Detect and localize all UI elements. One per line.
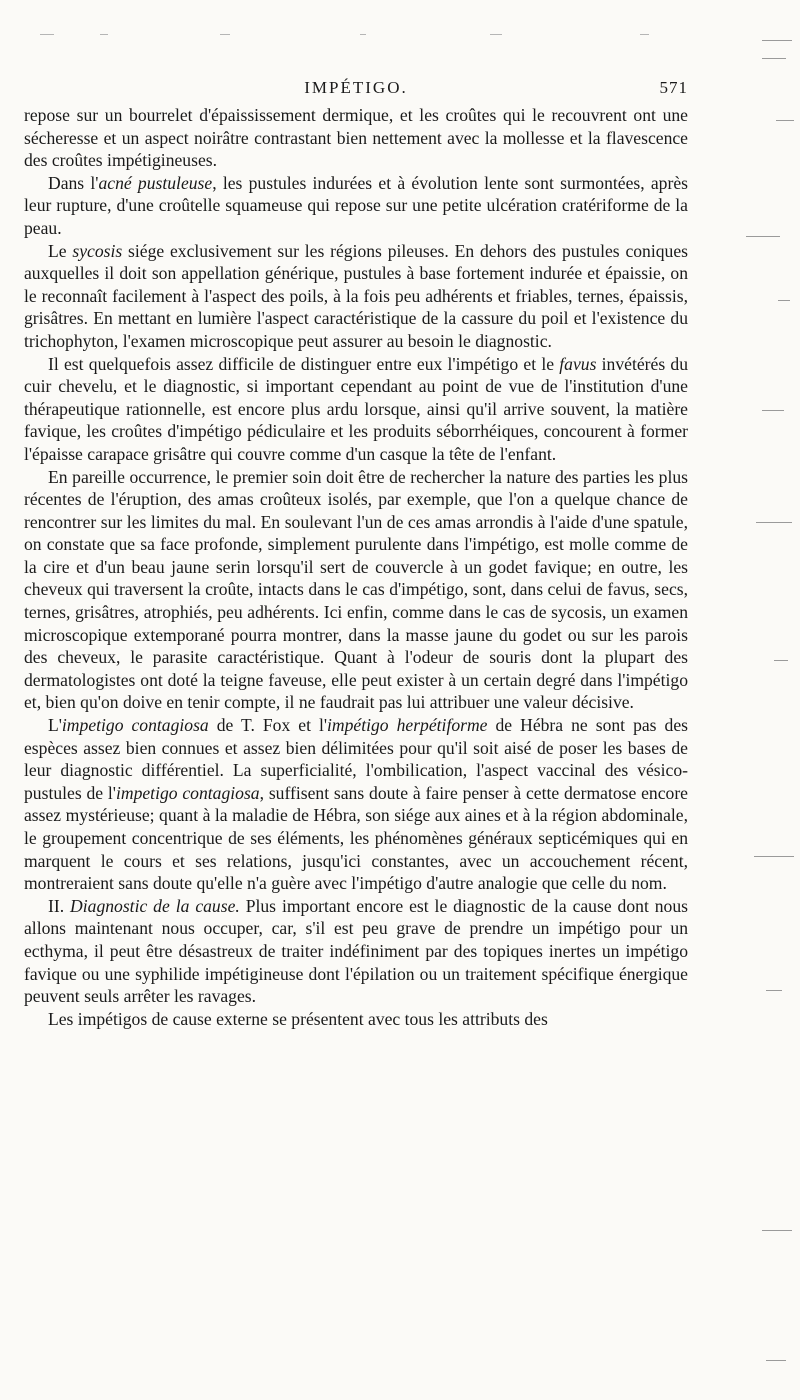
scan-artifact-margin bbox=[730, 0, 800, 1400]
paragraph bbox=[24, 240, 688, 353]
text-run: Le bbox=[48, 240, 73, 261]
paragraph bbox=[24, 466, 688, 715]
paragraph bbox=[24, 172, 688, 240]
text-run: repose sur un bourrelet d'épaississement dermique, et les croûtes qui le recouvrent ont une sécheresse et un aspect noirâtre contrastant bien nettement avec la mollesse et la flavescence des croûtes impétigineuses. bbox=[24, 105, 688, 171]
text-run: de Hébra ne sont pas des espèces assez bien connues et assez bien délimitées pour qu'il soit aisé de poser les bases de leur diagnostic différentiel. La superficialité, l'ombilication, l'aspect vaccinal des vésico-pustules de l' bbox=[24, 715, 688, 803]
scan-artifact-top bbox=[40, 30, 700, 42]
italic-term: Diagnostic de la cause. bbox=[70, 895, 240, 916]
paragraph bbox=[24, 895, 688, 1008]
italic-term: impetigo contagiosa bbox=[115, 782, 260, 803]
running-head bbox=[24, 78, 688, 104]
paragraph bbox=[24, 104, 688, 172]
text-run: Plus important encore est le diagnostic de la cause dont nous allons maintenant nous occuper, car, s'il est peu grave de prendre un impétigo pour un ecthyma, il peut être désastreux de traiter indéfiniment par des topiques inertes un impétigo favique ou une syphilide impétigineuse dont l'épilation ou un traitement spécifique énergique peuvent seuls arrêter les ravages. bbox=[24, 895, 689, 1007]
italic-term: impetigo contagiosa bbox=[61, 715, 209, 736]
italic-term: acné pustuleuse bbox=[98, 172, 213, 193]
italic-term: favus bbox=[559, 353, 597, 374]
text-run: , suffisent sans doute à faire penser à cette dermatose encore assez mystérieuse; quant à la maladie de Hébra, son siége aux aines et à la région abdominale, le groupement concentrique de ses éléments, les phénomènes généraux septicémiques qui en marquent le cours et ses relations, jusqu'ici constantes, avec un accouchement récent, montreraient sans doute qu'elle n'a guère avec l'impétigo d'autre analogie que celle du nom. bbox=[24, 782, 688, 894]
italic-term: sycosis bbox=[72, 240, 123, 261]
text-run: L' bbox=[48, 715, 62, 736]
text-run: Dans l' bbox=[48, 172, 99, 193]
text-run: En pareille occurrence, le premier soin doit être de rechercher la nature des parties les plus récentes de l'éruption, des amas croûteux isolés, par exemple, que l'on a quelque chance de rencontrer sur les limites du mal. En soulevant l'un de ces amas arrondis à l'aide d'une spatule, on constate que sa face profonde, simplement purulente dans l'impétigo, est molle comme de la cire et d'un beau jaune serin lorsqu'il sert de couvercle à un godet favique; en outre, les cheveux qui traversent la croûte, intacts dans le cas d'impétigo, sont, dans celui de favus, secs, ternes, grisâtres, atrophiés, peu adhérents. Ici enfin, comme dans le cas de sycosis, un examen microscopique extemporané pourra montrer, dans la masse jaune du godet ou sur les parois des cheveux, le parasite caractéristique. Quant à l'odeur de souris dont la plupart des dermatologistes ont doté la teigne faveuse, elle peut exister à un certain degré dans l'impétigo et, bien qu'on doive en tenir compte, il ne faudrait pas lui attribuer une valeur décisive. bbox=[24, 466, 688, 713]
page-title: IMPÉTIGO. bbox=[304, 78, 408, 97]
italic-term: impétigo herpétiforme bbox=[327, 715, 488, 736]
text-run: II. bbox=[48, 895, 71, 916]
text-run: , les pustules indurées et à évolution lente sont surmontées, après leur rupture, d'une croûtelle squameuse qui repose sur une petite ulcération cratériforme de la peau. bbox=[24, 172, 688, 238]
page-body bbox=[24, 104, 688, 1030]
text-run: siége exclusivement sur les régions pileuses. En dehors des pustules coniques auxquelles il doit son appellation générique, pustules à base fortement indurée et épaissie, on le reconnaît facilement à l'aspect des poils, à la fois peu adhérents et friables, ternes, épaissis, grisâtres. En mettant en lumière l'aspect caractéristique de la cassure du poil et l'existence du trichophyton, l'examen microscopique peut assurer au besoin le diagnostic. bbox=[24, 240, 688, 351]
book-page bbox=[24, 78, 688, 1030]
text-run: de T. Fox et l' bbox=[208, 715, 328, 736]
paragraph bbox=[24, 714, 688, 895]
text-run: Il est quelquefois assez difficile de distinguer entre eux l'impétigo et le bbox=[48, 353, 560, 374]
text-run: Les impétigos de cause externe se présentent avec tous les attributs des bbox=[48, 1008, 548, 1029]
page-number: 571 bbox=[659, 78, 688, 97]
text-run: invétérés du cuir chevelu, et le diagnostic, si important cependant au point de vue de l'institution d'une thérapeutique rationnelle, est encore plus ardu lorsque, ainsi qu'il arrive souvent, la matière favique, les croûtes d'impétigo pédiculaire et les produits séborrhéiques, concourent à former l'épaisse carapace grisâtre qui couvre comme d'un casque la tête de l'enfant. bbox=[24, 353, 688, 464]
paragraph bbox=[24, 353, 688, 466]
paragraph bbox=[24, 1008, 688, 1031]
